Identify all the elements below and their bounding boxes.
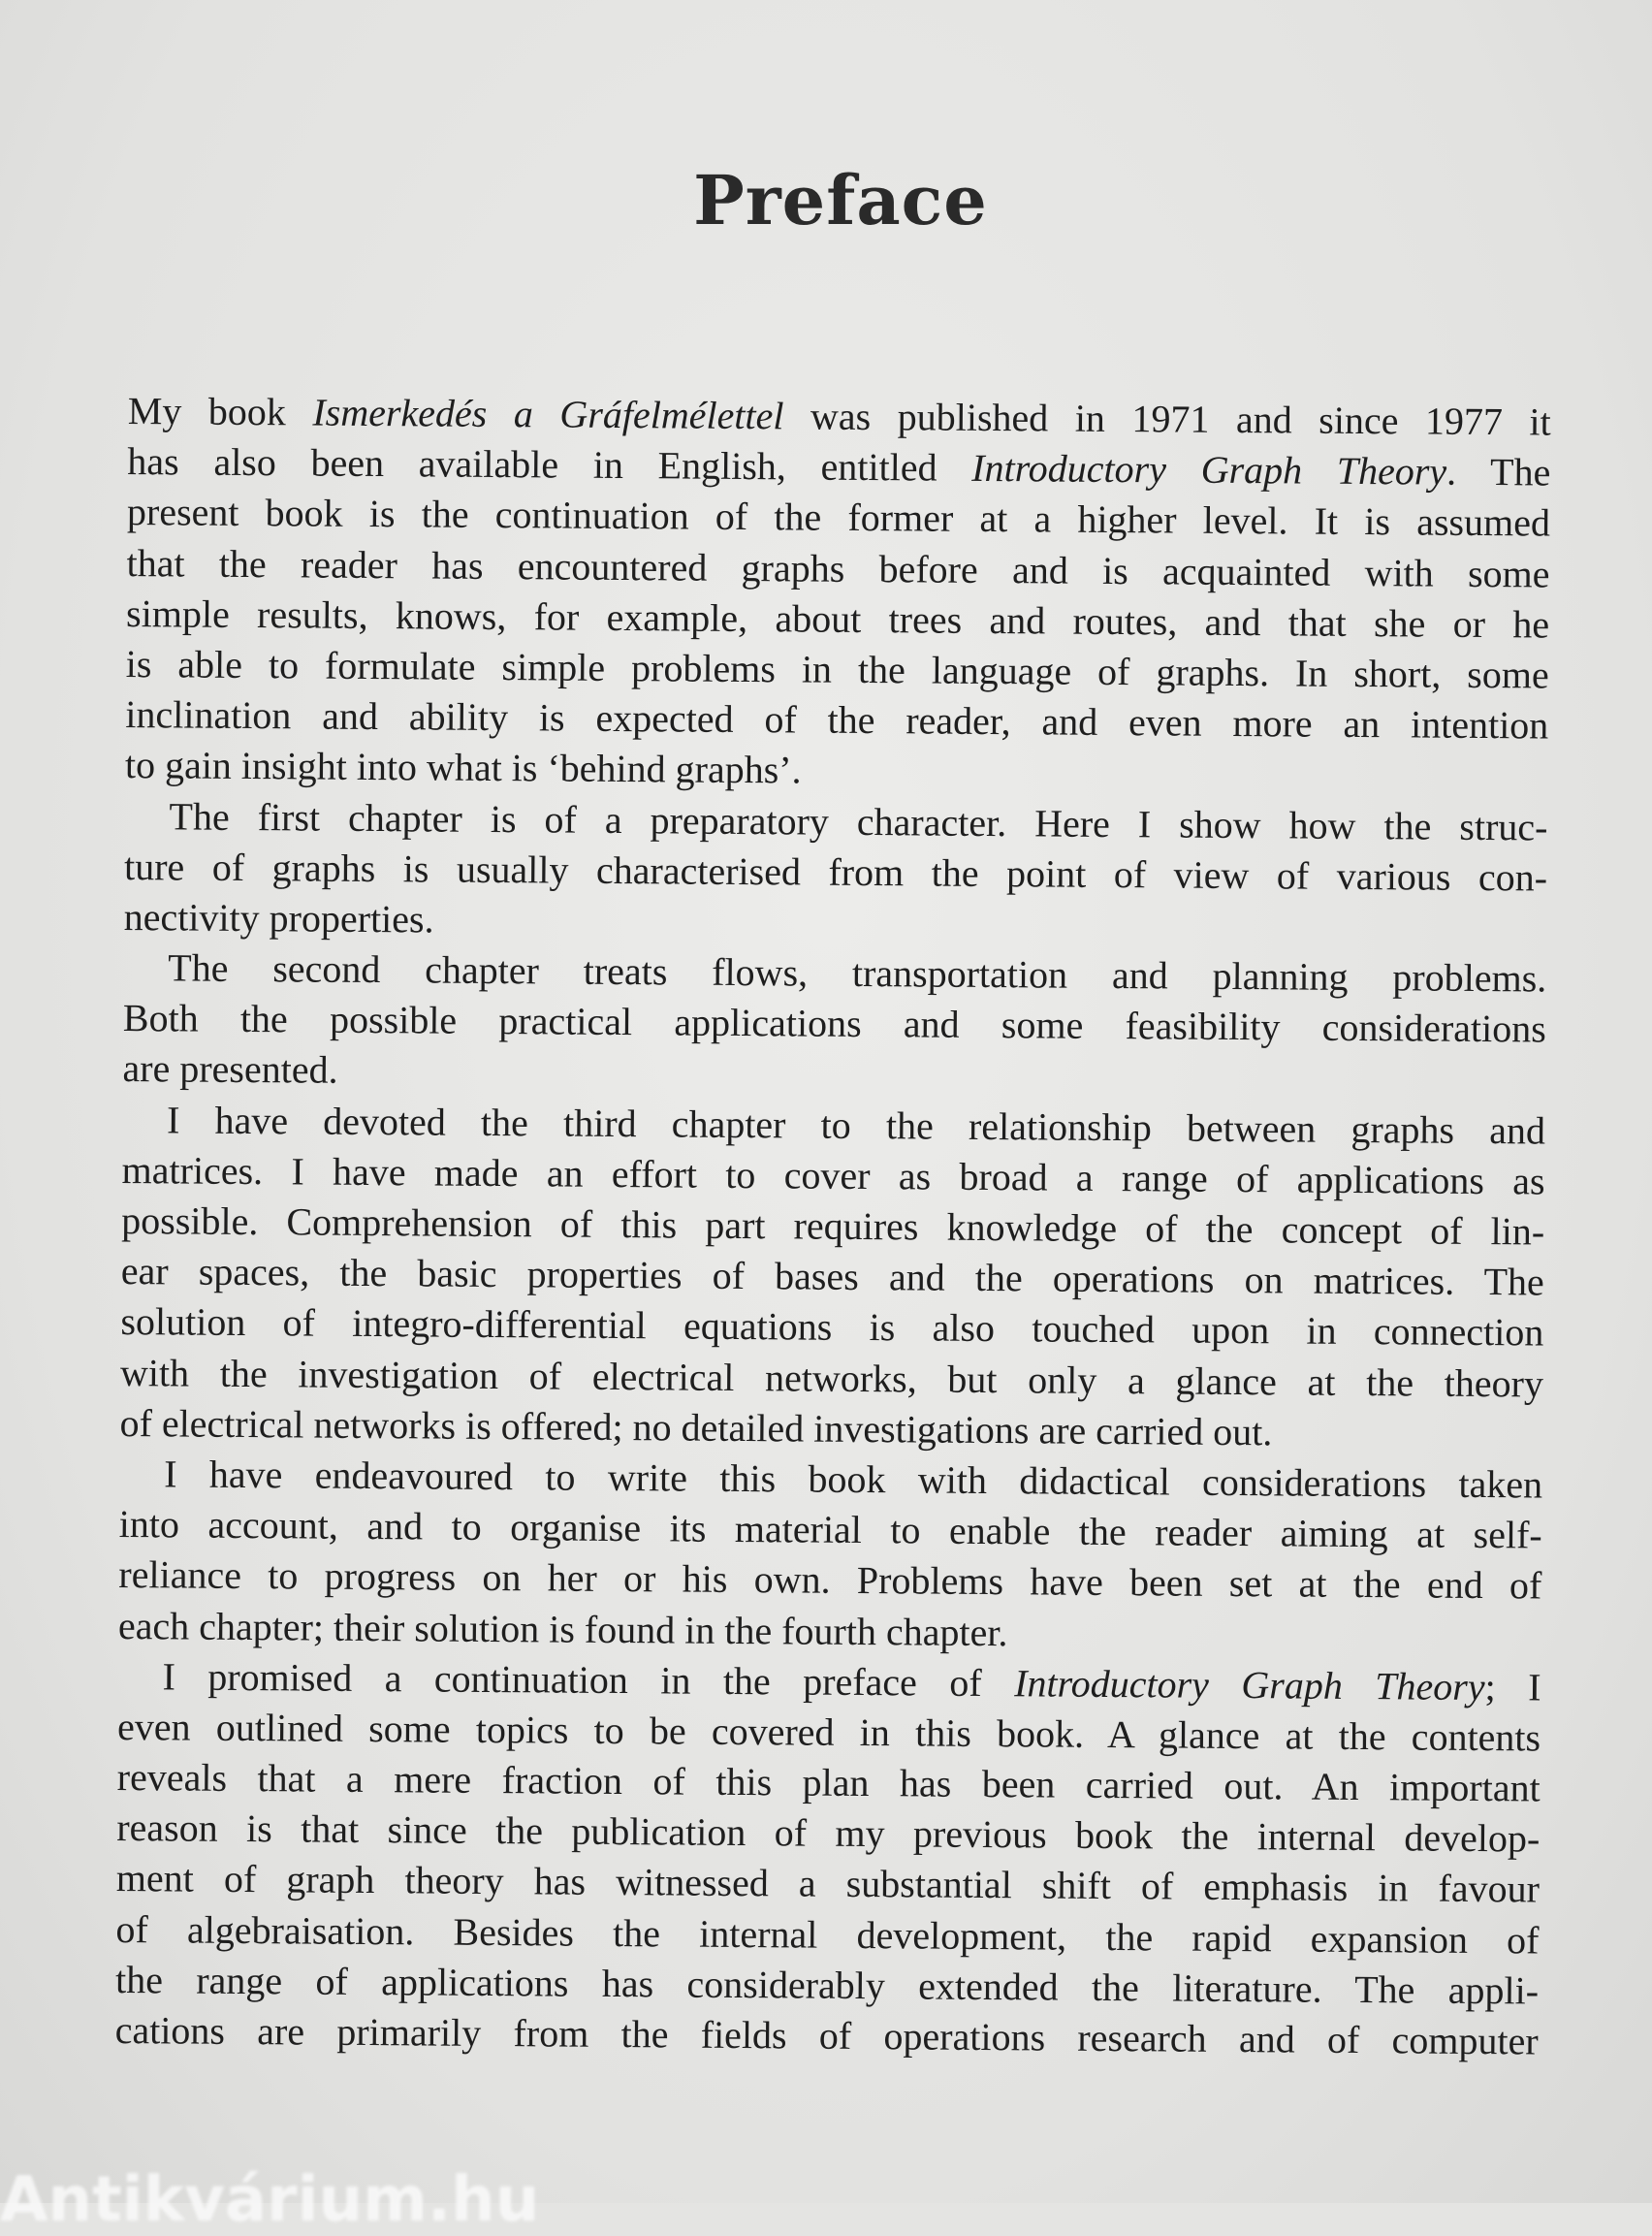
text-segment: nectivity properties. xyxy=(123,894,434,942)
text-segment: into account, and to organise its material to enable the reader aiming at self- xyxy=(118,1502,1542,1557)
page-title: Preface xyxy=(693,159,988,240)
text-segment: cations are primarily from the fields of operations research and of computer xyxy=(114,2007,1539,2063)
text-segment: are presented. xyxy=(122,1046,338,1093)
watermark: Antikvárium.hu xyxy=(0,2164,540,2236)
text-segment: My book xyxy=(127,388,313,434)
text-segment: Both the possible practical applications and some feasibility considerations xyxy=(122,996,1547,1051)
text-segment: . The xyxy=(1446,449,1551,495)
italic-title-text: Introductory Graph Theory xyxy=(1014,1660,1485,1709)
text-segment: ear spaces, the basic properties of bases and the operations on matrices. The xyxy=(120,1249,1544,1304)
text-segment: was published in 1971 and since 1977 it xyxy=(783,394,1551,444)
text-segment: that the reader has encountered graphs before and is acquainted with some xyxy=(126,540,1550,596)
text-segment: reveals that a mere fraction of this plan has been carried out. An important xyxy=(116,1755,1541,1810)
text-line xyxy=(114,2005,1538,2067)
text-segment: matrices. I have made an effort to cover as broad a range of applications as xyxy=(121,1147,1545,1203)
text-segment: I have endeavoured to write this book with didactical considerations taken xyxy=(164,1452,1543,1507)
text-segment: with the investigation of electrical networks, but only a glance at the theory xyxy=(119,1350,1544,1406)
text-segment: is able to formulate simple problems in the language of graphs. In short, some xyxy=(125,641,1549,697)
text-segment: possible. Comprehension of this part requires knowledge of the concept of lin- xyxy=(121,1198,1545,1254)
text-segment: simple results, knows, for example, about trees and routes, and that she or he xyxy=(125,591,1550,647)
text-segment: ment of graph theory has witnessed a substantial shift of emphasis in favour xyxy=(115,1856,1541,1911)
text-segment: The second chapter treats flows, transportation and planning problems. xyxy=(168,945,1547,1001)
text-segment: has also been available in English, entitled xyxy=(127,439,972,491)
text-segment: inclination and ability is expected of the reader, and even more an intention xyxy=(125,692,1549,748)
text-segment: the range of applications has considerably extended the literature. The appli- xyxy=(114,1957,1540,2013)
text-segment: solution of integro-differential equations is also touched upon in connection xyxy=(120,1299,1544,1355)
text-segment: of algebraisation. Besides the internal development, the rapid expansion of xyxy=(115,1906,1540,1963)
text-segment: The first chapter is of a preparatory character. Here I show how the struc- xyxy=(169,793,1548,849)
preface-body xyxy=(114,386,1550,2067)
italic-title-text: Introductory Graph Theory xyxy=(971,446,1447,494)
text-segment: even outlined some topics to be covered in this book. A glance at the contents xyxy=(116,1704,1541,1760)
text-segment: reliance to progress on her or his own. Problems have been set at the end of xyxy=(118,1552,1542,1608)
text-segment: I have devoted the third chapter to the relationship between graphs and xyxy=(166,1097,1546,1153)
italic-title-text: Ismerkedés a Gráfelmélettel xyxy=(312,390,784,438)
text-segment: of electrical networks is offered; no detailed investigations are carried out. xyxy=(119,1400,1273,1454)
text-segment: reason is that since the publication of my previous book the internal develop- xyxy=(116,1805,1541,1861)
text-segment: to gain insight into what is ‘behind graphs’. xyxy=(124,743,802,792)
text-segment: ture of graphs is usually characterised from the point of view of various con- xyxy=(123,844,1548,900)
text-segment: I promised a continuation in the preface of xyxy=(162,1654,1015,1705)
text-segment: each chapter; their solution is found in the fourth chapter. xyxy=(117,1603,1008,1654)
text-segment: present book is the continuation of the former at a higher level. It is assumed xyxy=(126,490,1551,545)
text-segment: ; I xyxy=(1484,1664,1541,1709)
